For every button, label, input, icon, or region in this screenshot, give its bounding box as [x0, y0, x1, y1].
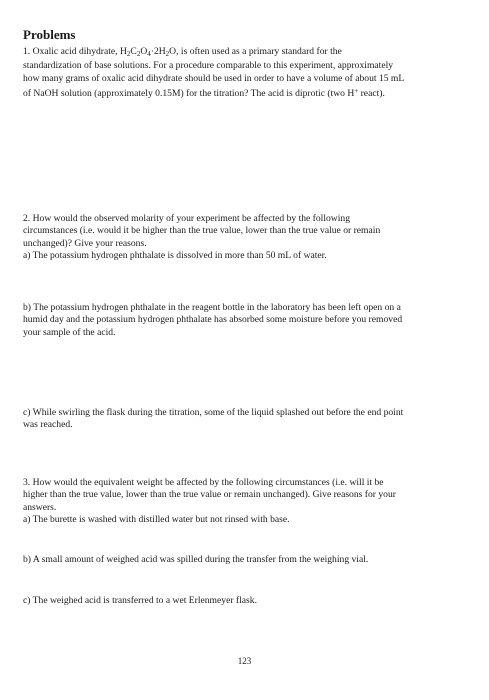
question-2-part-b-line-3: your sample of the acid. [23, 326, 116, 338]
question-3-part-c: c) The weighed acid is transferred to a wet Erlenmeyer flask. [23, 595, 257, 606]
question-2-part-b [23, 302, 402, 339]
question-1-line-2: standardization of base solutions. For a procedure comparable to this experiment, approximately [23, 60, 394, 72]
question-2-line-3: unchanged)? Give your reasons. [23, 237, 147, 249]
question-2-part-c-line-2: was reached. [23, 419, 73, 431]
question-3-line-2: higher than the true value, lower than the true value or remain unchanged). Give reasons for your [23, 489, 396, 501]
question-3-part-a: a) The burette is washed with distilled water but not rinsed with base. [23, 514, 290, 526]
question-1-line-3: how many grams of oxalic acid dihydrate should be used in order to have a volume of about 15 mL [23, 72, 405, 84]
question-3 [23, 477, 396, 527]
question-2 [23, 213, 380, 263]
question-1 [23, 46, 404, 101]
question-2-line-1: 2. How would the observed molarity of your experiment be affected by the following [23, 213, 350, 224]
question-2-part-a: a) The potassium hydrogen phthalate is dissolved in more than 50 mL of water. [23, 250, 327, 262]
question-2-line-2: circumstances (i.e. would it be higher than the true value, lower than the true value or remain [23, 225, 381, 237]
question-3-line-3: answers. [23, 501, 57, 513]
question-2-part-c-line-1: c) While swirling the flask during the titration, some of the liquid splashed out before the end point [23, 407, 404, 418]
question-3-line-1: 3. How would the equivalent weight be affected by the following circumstances (i.e. will it be [23, 477, 384, 488]
question-2-part-c [23, 407, 403, 432]
question-1-line-1: 1. Oxalic acid dihydrate, $H_2C_2O_4\cdot 2H_2O$, is often used as a primary standard for the [23, 46, 342, 58]
question-2-part-b-line-1: b) The potassium hydrogen phthalate in the reagent bottle in the laboratory has been left open on a [23, 302, 401, 313]
page-number: 123 [237, 656, 252, 666]
question-1-line-4: of NaOH solution (approximately 0.15M) for the titration? The acid is diprotic (two H+ react). [23, 87, 385, 100]
question-2-part-b-line-2: humid day and the potassium hydrogen phthalate has absorbed some moisture before you removed [23, 314, 403, 326]
question-3-part-b: b) A small amount of weighed acid was spilled during the transfer from the weighing vial. [23, 554, 369, 565]
section-heading: Problems [23, 27, 76, 42]
